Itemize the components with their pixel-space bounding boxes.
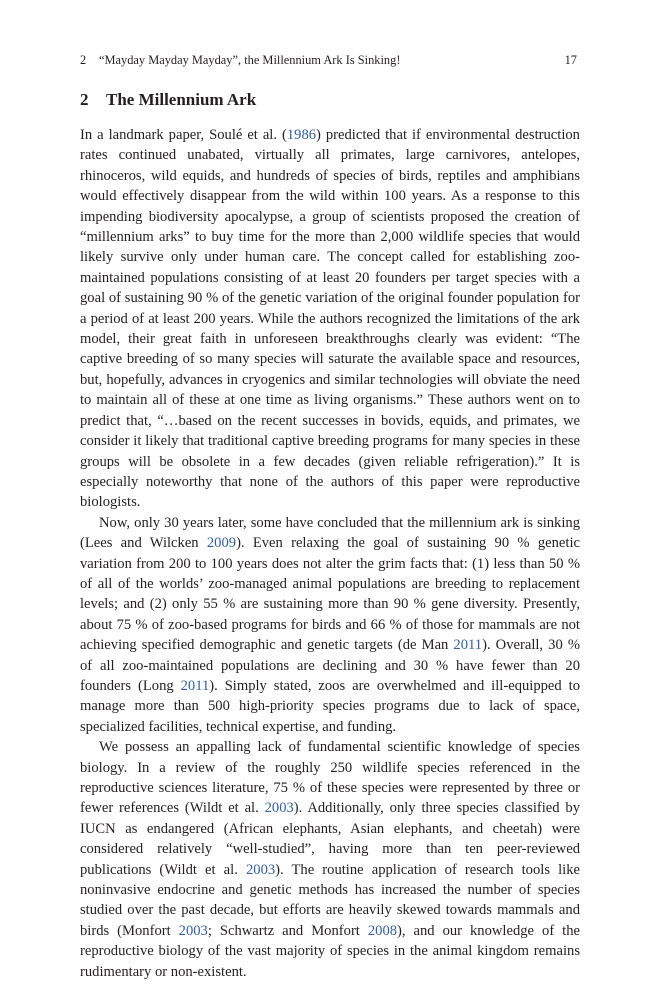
body-text	[80, 125, 580, 982]
book-page	[80, 50, 580, 982]
page-number: 17	[564, 53, 577, 67]
running-head	[80, 50, 580, 70]
paragraph-text: ). Simply stated, zoos are overwhelmed and ill-equipped to manage more than 500 high-priority species programs due to lack of space, specialized facilities, technical expertise, and funding.	[80, 677, 580, 735]
section-heading	[80, 88, 580, 112]
paragraph-text: ; Schwartz and Monfort	[207, 922, 368, 939]
citation-year-link[interactable]: 2003	[245, 861, 276, 878]
running-head-chapter-number: 2	[80, 53, 87, 67]
citation-year-link[interactable]: 2008	[367, 922, 398, 939]
paragraph-text: ). Overall, 30 % of all zoo-maintained populations are declining and 30 % have fewer than 20 founders (Long	[80, 637, 580, 694]
section-number: 2	[80, 90, 89, 109]
paragraph-text: In a landmark paper, Soulé et al. (	[80, 127, 287, 143]
paragraph	[80, 125, 580, 513]
paragraph-text: ), and our knowledge of the reproductive biology of the vast majority of species in the animal kingdom remains rudimentary or non-existent.	[80, 922, 580, 980]
running-head-chapter-title: “Mayday Mayday Mayday”, the Millennium Ark Is Sinking!	[99, 53, 401, 67]
paragraph-text: ). Even relaxing the goal of sustaining 90 % genetic variation from 200 to 100 years does not alter the grim facts that: (1) less than 50 % of all of the worlds’ zoo-managed animal populations are breeding to replacement levels; and (2) only 55 % are sustaining more than 90 % gene diversity. Presently, about 75 % of zoo-based programs for birds and 66 % of those for mammals are not achieving specified demographic and genetic targets (de Man	[80, 535, 580, 654]
citation-year-link[interactable]: 1986	[286, 127, 317, 143]
citation-year-link[interactable]: 2011	[180, 677, 210, 694]
paragraph-text: ). The routine application of research tools like noninvasive endocrine and genetic methods has increased the number of species studied over the past decade, but efforts are heavily skewed towards mammals and birds (Monfort	[80, 861, 580, 939]
citation-year-link[interactable]: 2011	[453, 637, 483, 654]
paragraph-text: We possess an appalling lack of fundamental scientific knowledge of species biology. In a review of the roughly 250 wildlife species referenced in the reproductive sciences literature, 75 % of these species were represented by three or fewer references (Wildt et al.	[80, 739, 580, 817]
citation-year-link[interactable]: 2003	[178, 922, 208, 939]
paragraph	[80, 737, 580, 982]
paragraph-text: ) predicted that if environmental destruction rates continued unabated, virtually all primates, large carnivores, antelopes, rhinoceros, wild equids, and hundreds of species of birds, reptiles and amphibians would effectively disappear from the wild within 100 years. As a response to this impending biodiversity apocalypse, a group of scientists proposed the creation of “millennium arks” to buy time for the more than 2,000 wildlife species that would likely survive only under human care. The concept called for establishing zoo-maintained populations consisting of at least 20 founders per target species with a goal of sustaining 90 % of the genetic variation of the original founder population for a period of at least 200 years. While the authors recognized the limitations of the ark model, their great faith in unforeseen breakthroughs clearly was evident: “The captive breeding of so many species will saturate the available space and resources, but, hopefully, advances in cryogenics and similar technologies will obviate the need to maintain all of these at one time as living organisms.” These authors went on to predict that, “…based on the recent successes in bovids, equids, and primates, we consider it likely that traditional captive breeding programs for many species in these groups will be obsolete in a few decades (given reliable refrigeration).” It is especially noteworthy that none of the authors of this paper were reproductive biologists.	[80, 127, 580, 511]
paragraph-text: Now, only 30 years later, some have concluded that the millennium ark is sinking (Lees and Wilcken	[80, 514, 580, 552]
paragraph	[80, 513, 580, 737]
section-title: The Millennium Ark	[106, 90, 257, 109]
citation-year-link[interactable]: 2003	[264, 800, 294, 817]
citation-year-link[interactable]: 2009	[206, 535, 237, 552]
paragraph-text: ). Additionally, only three species classified by IUCN as endangered (African elephants, Asian elephants, and cheetah) were considered relatively “well-studied”, having more than ten peer-reviewed publications (Wildt et al.	[80, 800, 580, 878]
